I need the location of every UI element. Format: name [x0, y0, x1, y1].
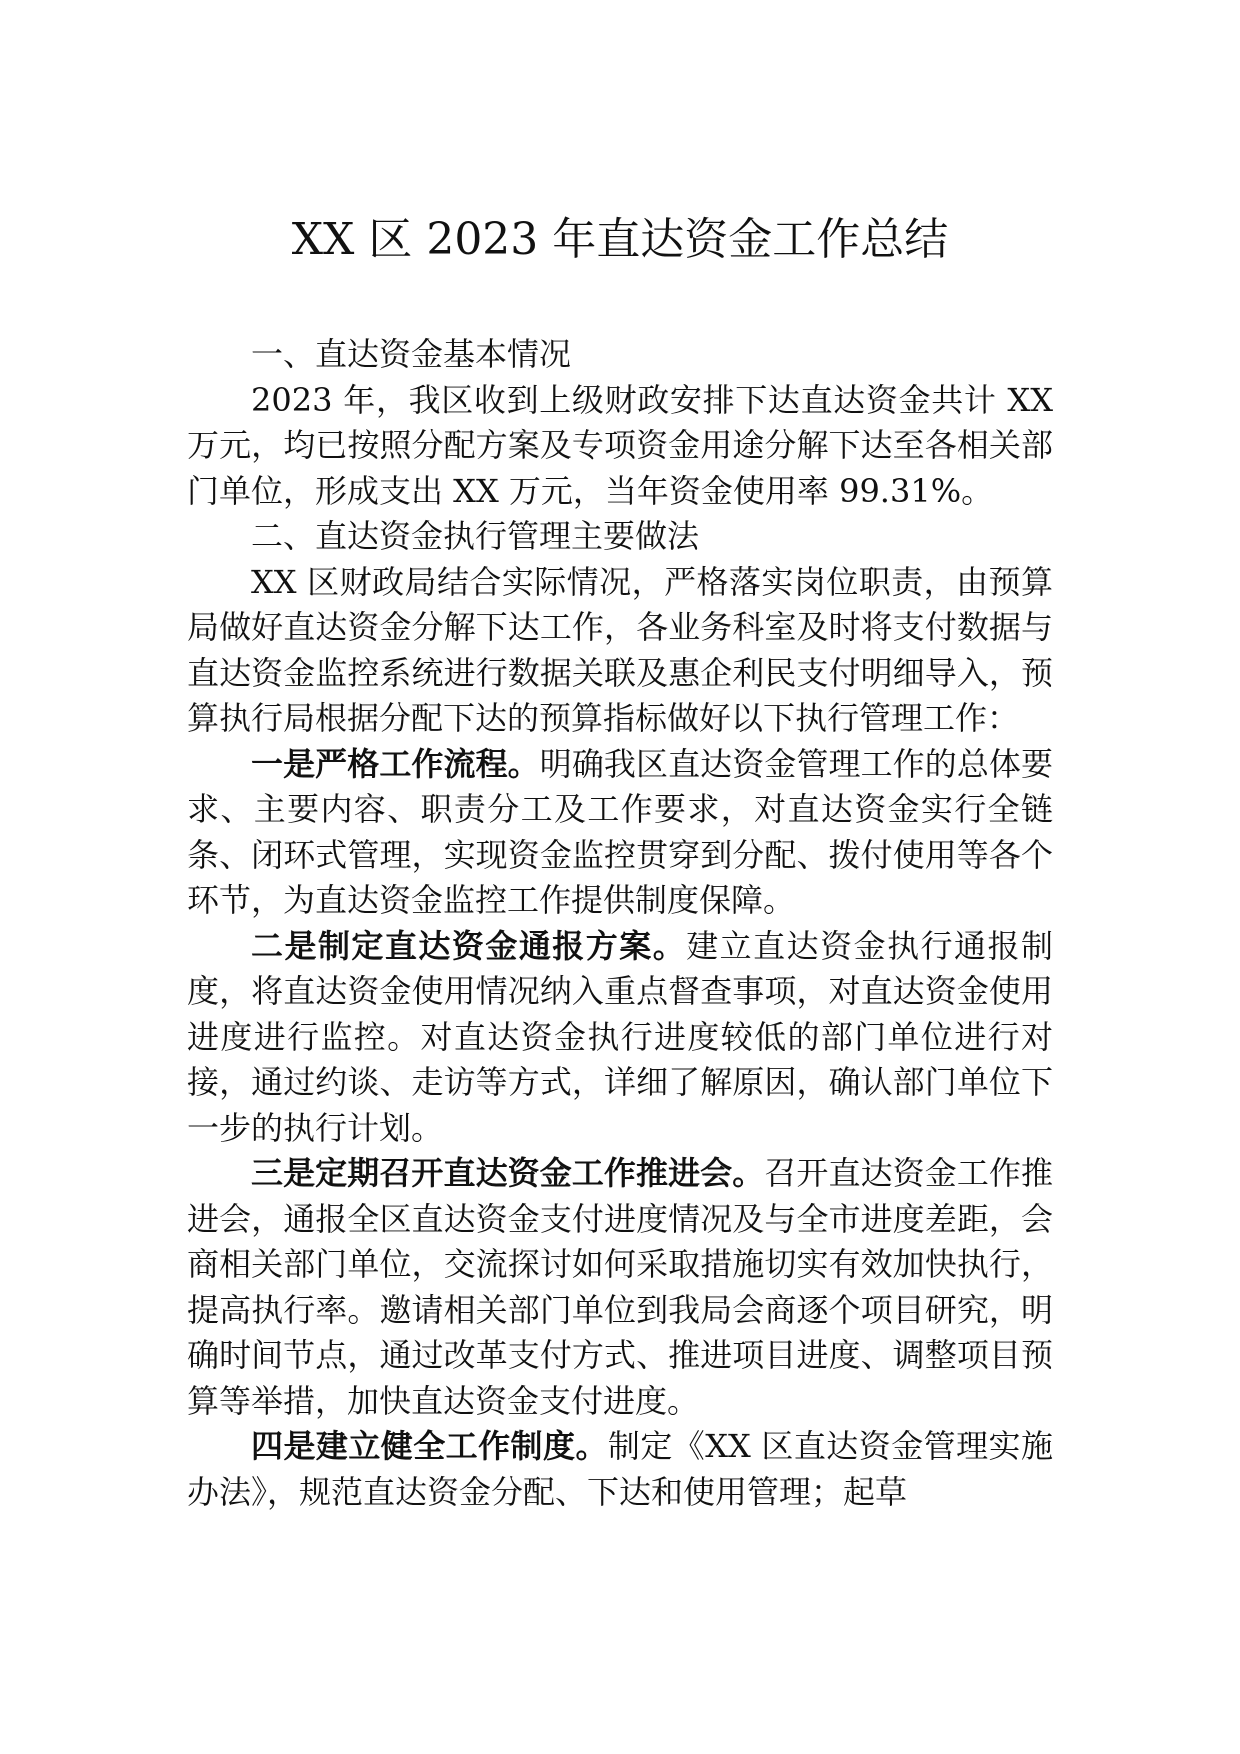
section-2-intro: XX 区财政局结合实际情况，严格落实岗位职责，由预算局做好直达资金分解下达工作，各业务科室及时将支付数据与直达资金监控系统进行数据关联及惠企利民支付明细导入，预算执行局根据分配下达的预算指标做好以下执行管理工作： [187, 562, 1053, 737]
section-1-paragraph: 2023 年，我区收到上级财政安排下达直达资金共计 XX 万元，均已按照分配方案及专项资金用途分解下达至各相关部门单位，形成支出 XX 万元，当年资金使用率 99.31%。 [187, 380, 1053, 510]
measure-item-2-text: 建立直达资金执行通报制度，将直达资金使用情况纳入重点督查事项，对直达资金使用进度进行监控。对直达资金执行进度较低的部门单位进行对接，通过约谈、走访等方式，详细了解原因，确认部门单位下一步的执行计划。 [187, 926, 1053, 1147]
measure-item-1-text: 明确我区直达资金管理工作的总体要求、主要内容、职责分工及工作要求，对直达资金实行全链条、闭环式管理，实现资金监控贯穿到分配、拨付使用等各个环节，为直达资金监控工作提供制度保障。 [187, 744, 1053, 919]
measure-item-3-lead: 三是定期召开直达资金工作推进会。 [251, 1154, 765, 1192]
measure-item-4-text: 制定《XX 区直达资金管理实施办法》，规范直达资金分配、下达和使用管理；起草 [187, 1427, 1053, 1511]
measure-item-4 [187, 1424, 1053, 1515]
measure-item-2-lead: 二是制定直达资金通报方案。 [251, 926, 687, 965]
measure-item-1 [187, 742, 1053, 924]
measure-item-2 [187, 924, 1053, 1152]
measure-item-3-text: 召开直达资金工作推进会，通报全区直达资金支付进度情况及与全市进度差距，会商相关部门单位，交流探讨如何采取措施切实有效加快执行，提高执行率。邀请相关部门单位到我局会商逐个项目研究，明确时间节点，通过改革支付方式、推进项目进度、调整项目预算等举措，加快直达资金支付进度。 [187, 1154, 1053, 1420]
section-1-heading: 一、直达资金基本情况 [251, 335, 572, 373]
document-body [187, 332, 1053, 1515]
measure-item-1-lead: 一是严格工作流程。 [251, 744, 540, 783]
measure-item-4-lead: 四是建立健全工作制度。 [251, 1427, 608, 1465]
measure-item-3 [187, 1151, 1053, 1424]
section-2-heading: 二、直达资金执行管理主要做法 [251, 517, 700, 555]
document-title: XX 区 2023 年直达资金工作总结 [291, 214, 949, 265]
